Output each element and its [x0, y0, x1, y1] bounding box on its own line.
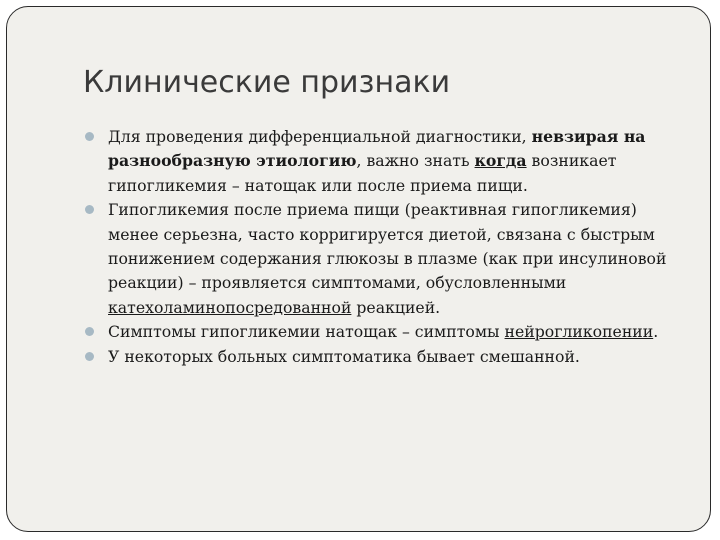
bullet-text-segment: , важно знать — [356, 151, 475, 171]
bullet-text-underline: катехоламинопосредованной — [108, 297, 352, 317]
bullet-item — [83, 125, 683, 198]
bullet-dot-icon — [85, 132, 94, 141]
slide-title: Клинические признаки — [83, 65, 451, 100]
bullet-item — [83, 320, 683, 344]
bullet-text-bold: невзирая на разнообразную этиологию — [108, 127, 646, 171]
bullet-list — [83, 125, 683, 369]
bullet-text-underline: когда — [474, 151, 527, 171]
bullet-dot-icon — [85, 327, 94, 336]
bullet-item — [83, 198, 683, 320]
bullet-dot-icon — [85, 352, 94, 361]
slide-frame — [6, 6, 711, 532]
bullet-text-segment: Гипогликемия после приема пищи (реактивная гипогликемия) менее серьезна, часто корригируется диетой, связана с быстрым понижением содержания глюкозы в плазме (как при инсулиновой реакции) – проявляется симптомами, обусловленными — [108, 200, 667, 293]
bullet-text-segment: возникает гипогликемия – натощак или после приема пищи. — [108, 151, 617, 195]
bullet-text-segment: Симптомы гипогликемии натощак – симптомы — [108, 322, 505, 342]
bullet-text-underline: нейрогликопении — [504, 322, 654, 342]
bullet-text-segment: Для проведения дифференциальной диагностики, — [108, 127, 532, 146]
bullet-item — [83, 345, 683, 369]
bullet-text-segment: . — [653, 322, 659, 342]
bullet-text-bold-underlined — [475, 151, 527, 170]
bullet-text-segment: реакцией. — [351, 297, 441, 317]
bullet-dot-icon — [85, 205, 94, 214]
bullet-text-segment: У некоторых больных симптоматика бывает смешанной. — [108, 346, 580, 366]
